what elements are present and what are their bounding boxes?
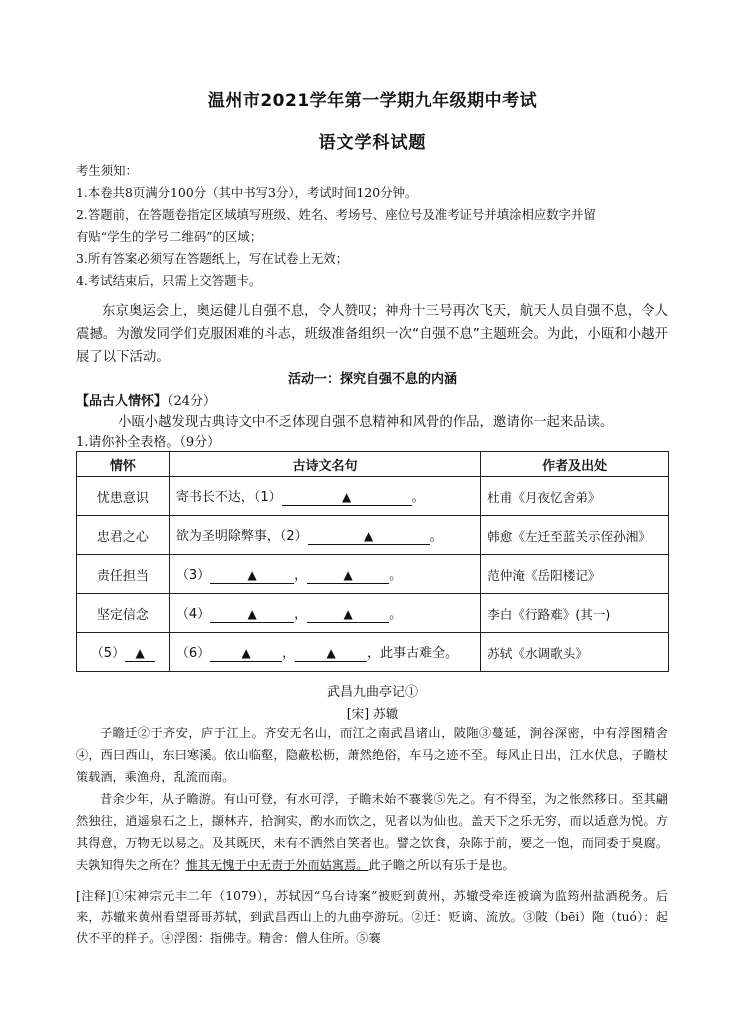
poem-table [76, 451, 669, 672]
verse-text: 。 [429, 529, 443, 544]
notice-item: 3.所有答案必须写在答题纸上，写在试卷上无效； [76, 251, 349, 266]
table-row [77, 555, 669, 594]
verse-cell [169, 516, 480, 555]
essay-text: 昔余少年，从子瞻游。有山可登，有水可浮，子瞻未始不褰裳⑤先之。有不得至，为之怅然移日。至其翩然独往，逍遥泉石之上，撷林卉，拾涧实，酌水而饮之，见者以为仙也。盖天下之乐无穷，而以适意为悦。方其得意，万物无以易之。及其既厌，未有不洒然自笑者也。譬之饮食，杂陈于前，要之一饱，而同委于臭腐。夫孰知得失之所在？ [76, 792, 668, 872]
underlined-sentence: 惟其无愧于中无责于外而姑寓焉。 [185, 858, 369, 872]
activity-title: 活动一：探究自强不息的内涵 [287, 372, 457, 387]
source-cell: 韩愈《左迁至蓝关示侄孙湘》 [481, 516, 669, 555]
triangle-marker-icon: ▲ [342, 490, 352, 504]
answer-blank[interactable] [282, 490, 412, 506]
triangle-marker-icon: ▲ [364, 529, 374, 543]
table-row [77, 516, 669, 555]
question-1: 1.请你补全表格。（9分） [76, 435, 221, 450]
table-row [77, 633, 669, 672]
triangle-marker-icon: ▲ [241, 646, 251, 660]
answer-blank[interactable] [307, 607, 389, 623]
triangle-marker-icon: ▲ [343, 607, 353, 621]
answer-blank[interactable] [210, 646, 282, 662]
verse-text: ， [294, 568, 308, 583]
notice-item: 4.考试结束后，只需上交答题卡。 [76, 273, 262, 288]
feeling-cell: 坚定信念 [77, 594, 170, 633]
answer-blank[interactable] [308, 529, 430, 545]
feeling-cell: 责任担当 [77, 555, 170, 594]
exam-title: 温州市2021学年第一学期九年级期中考试 [207, 91, 538, 111]
table-header-row [77, 452, 669, 477]
section-title [76, 390, 216, 409]
verse-text: 。 [389, 607, 403, 622]
notice-item: 有贴“学生的学号二维码”的区域； [76, 229, 263, 244]
triangle-marker-icon: ▲ [326, 646, 336, 660]
exam-subtitle: 语文学科试题 [318, 133, 427, 153]
essay-paragraph: 子瞻迁②于齐安，庐于江上。齐安无名山，而江之南武昌诸山，陂陁③蔓延，涧谷深密，中有浮图精舍④，西曰西山，东曰寒溪。依山临壑，隐蔽松枥，萧然绝俗，车马之迹不至。每风止日出，江水伏息，子瞻杖策载酒，乘渔舟，乱流而南。 [76, 726, 668, 784]
notice-item: 1.本卷共8页满分100分（其中书写3分），考试时间120分钟。 [76, 185, 418, 200]
header-feeling: 情怀 [77, 452, 170, 477]
essay-paragraph [76, 788, 668, 876]
essay-title: 武昌九曲亭记① [326, 685, 418, 700]
verse-cell [169, 633, 480, 672]
answer-blank[interactable] [307, 568, 389, 584]
feeling-cell [77, 633, 170, 672]
verse-text: 。 [389, 568, 403, 583]
feeling-cell: 忧患意识 [77, 477, 170, 516]
source-cell: 杜甫《月夜忆舍弟》 [481, 477, 669, 516]
source-cell: 李白《行路难》(其一) [481, 594, 669, 633]
feeling-cell: 忠君之心 [77, 516, 170, 555]
essay-body [76, 722, 668, 876]
answer-blank[interactable] [210, 607, 294, 623]
verse-text: ， [294, 607, 308, 622]
answer-blank[interactable] [125, 646, 155, 662]
blank-number: （6） [175, 646, 211, 661]
verse-text: ， [282, 646, 296, 661]
verse-text: 欲为圣明除弊事， [175, 529, 280, 544]
section-label: 【品古人情怀】 [76, 394, 168, 409]
table-row [77, 477, 669, 516]
blank-number: （5） [90, 646, 126, 661]
triangle-marker-icon: ▲ [343, 568, 353, 582]
header-verse: 古诗文名句 [169, 452, 480, 477]
intro-paragraph: 东京奥运会上，奥运健儿自强不息，令人赞叹；神舟十三号再次飞天，航天人员自强不息，令人震撼。为激发同学们克服困难的斗志，班级准备组织一次“自强不息”主题班会。为此，小瓯和小越开展了以下活动。 [76, 304, 668, 365]
table-row [77, 594, 669, 633]
blank-number: （2） [279, 529, 308, 544]
blank-number: （4） [175, 607, 211, 622]
verse-cell [169, 555, 480, 594]
section-intro: 小瓯小越发现古典诗文中不乏体现自强不息精神和风骨的作品，邀请你一起来品读。 [118, 415, 614, 430]
blank-number: （1） [253, 490, 282, 505]
notice-heading: 考生须知： [76, 163, 138, 178]
triangle-marker-icon: ▲ [135, 646, 145, 660]
essay-author: [宋] 苏辙 [346, 706, 399, 721]
verse-cell [169, 594, 480, 633]
source-cell: 苏轼《水调歌头》 [481, 633, 669, 672]
triangle-marker-icon: ▲ [247, 568, 257, 582]
blank-number: （3） [175, 568, 211, 583]
source-cell: 范仲淹《岳阳楼记》 [481, 555, 669, 594]
candidate-notice [76, 160, 676, 292]
essay-notes: [注释]①宋神宗元丰二年（1079），苏轼因“乌台诗案”被贬到黄州，苏辙受牵连被谪为监筠州盐酒税务。后来，苏辙来黄州看望哥哥苏轼，到武昌西山上的九曲亭游玩。②迁：贬谪、流放。③陂（bēi）陁（tuó）：起伏不平的样子。④浮图：指佛寺。精舍：僧人住所。⑤褰 [76, 889, 668, 945]
header-source: 作者及出处 [481, 452, 669, 477]
section-score: （24分） [167, 394, 217, 409]
essay-text: 此子瞻之所以有乐于是也。 [368, 858, 515, 872]
verse-text: ，此事古难全。 [367, 646, 459, 661]
verse-cell [169, 477, 480, 516]
triangle-marker-icon: ▲ [247, 607, 257, 621]
verse-text: 寄书长不达， [175, 490, 254, 505]
answer-blank[interactable] [210, 568, 294, 584]
notice-item: 2.答题前，在答题卷指定区域填写班级、姓名、考场号、座位号及准考证号并填涂相应数字并留 [76, 207, 596, 222]
answer-blank[interactable] [295, 646, 367, 662]
verse-text: 。 [411, 490, 425, 505]
